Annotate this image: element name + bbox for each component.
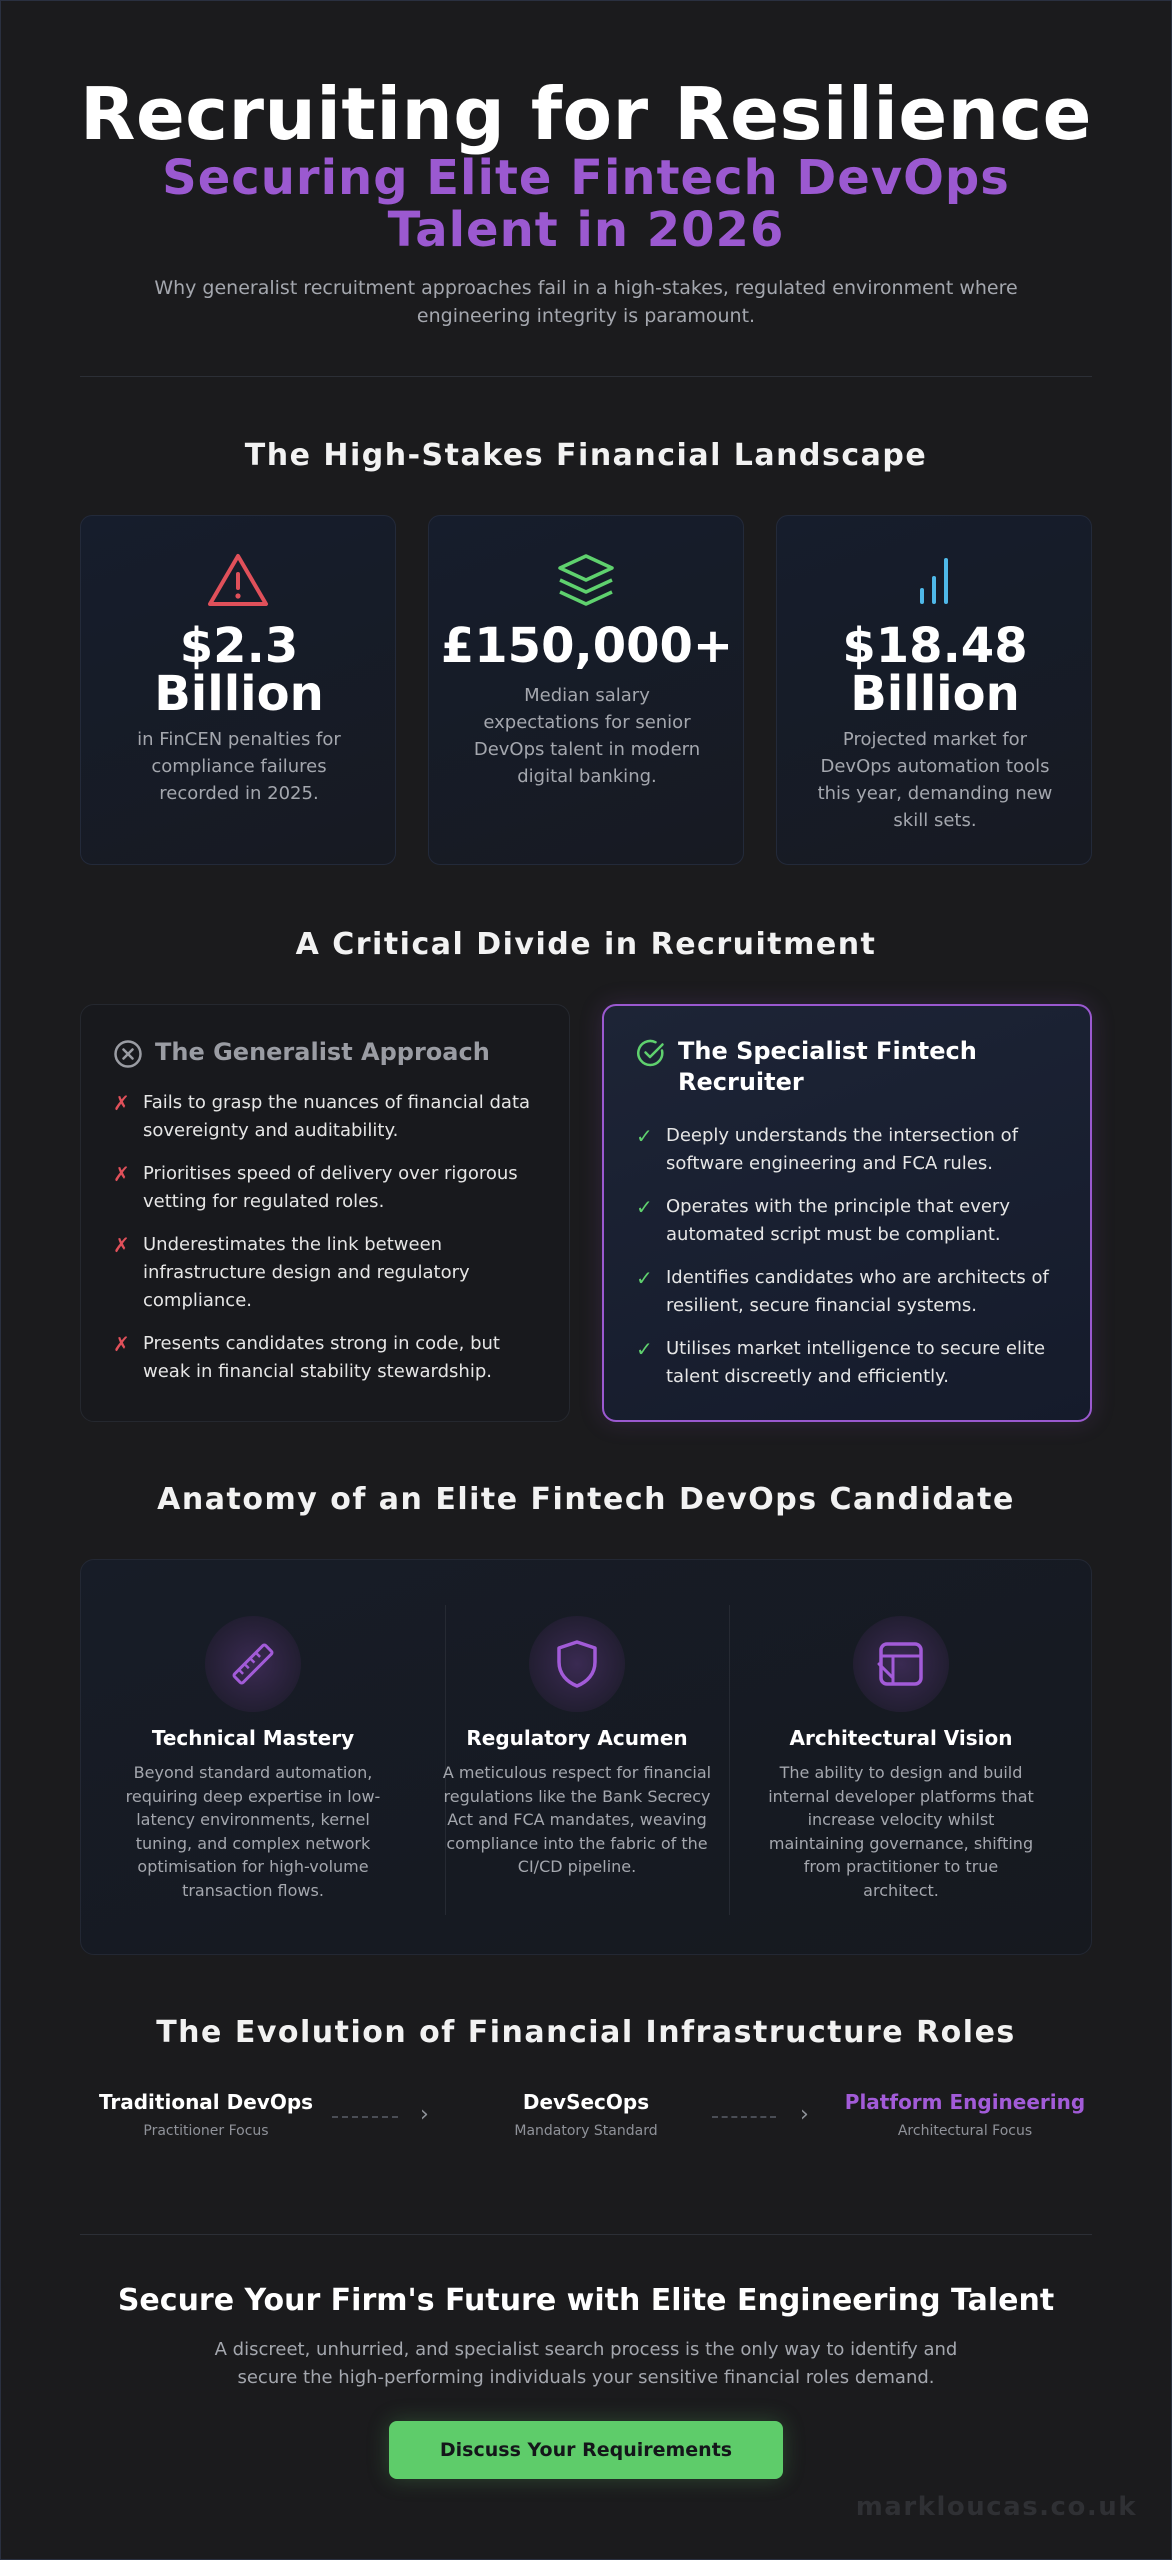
list-item-text: Presents candidates strong in code, but weak in financial stability stewardship. [143,1333,500,1382]
list-item [636,1264,1062,1320]
stat-description: Median salary expectations for senior DevOps talent in modern digital banking. [473,685,701,787]
check-mark-icon: ✓ [636,1266,653,1290]
list-item [113,1330,541,1386]
check-mark-icon: ✓ [636,1195,653,1219]
list-item [636,1335,1062,1391]
specialist-card-title: The Specialist Fintech Recruiter [678,1037,977,1096]
x-mark-icon: ✗ [113,1233,130,1257]
x-mark-icon: ✗ [113,1332,130,1356]
x-mark-icon: ✗ [113,1091,130,1115]
stat-description: in FinCEN penalties for compliance failures recorded in 2025. [137,729,341,804]
list-item [113,1160,541,1216]
check-circle-icon [636,1038,666,1068]
stat-card-penalties [80,515,396,865]
layout-draft-icon [853,1616,949,1712]
generalist-card-header [113,1037,549,1069]
cta-title: Secure Your Firm's Future with Elite Engineering Talent [117,2283,1055,2318]
evolution-section-title: The Evolution of Financial Infrastructure Roles [156,2015,1016,2050]
evolution-step-name: Traditional DevOps [98,2090,314,2114]
specialist-list [636,1122,1062,1406]
list-item-text: Identifies candidates who are architects of resilient, secure financial systems. [666,1267,1049,1316]
evolution-step-focus: Mandatory Standard [514,2123,658,2139]
anatomy-column-architectural [749,1560,1053,1956]
list-item-text: Operates with the principle that every automated script must be compliant. [666,1196,1010,1245]
list-item [636,1193,1062,1249]
warning-triangle-icon [206,550,270,610]
anatomy-column-title: Architectural Vision [789,1726,1013,1750]
chevron-right-icon: › [420,2102,429,2127]
evolution-step-traditional [76,2090,336,2139]
page-intro: Why generalist recruitment approaches fail in a high-stakes, regulated environment where engineering integrity is paramount. [154,277,1018,327]
anatomy-column-regulatory [425,1560,729,1956]
specialist-card-header [636,1036,1070,1098]
stat-card-salary [428,515,744,865]
list-item-text: Fails to grasp the nuances of financial data sovereignty and auditability. [143,1092,531,1141]
list-item-text: Deeply understands the intersection of software engineering and FCA rules. [666,1125,1019,1174]
divide-section-title: A Critical Divide in Recruitment [295,927,877,962]
evolution-connector [332,2116,398,2118]
x-circle-icon [113,1039,143,1069]
stat-value: £150,000+ [440,618,734,674]
section-divider [80,2234,1092,2235]
generalist-card-title: The Generalist Approach [155,1038,490,1066]
anatomy-column-title: Regulatory Acumen [466,1726,688,1750]
shield-icon [529,1616,625,1712]
evolution-step-platform [834,2090,1096,2139]
anatomy-card [80,1559,1092,1955]
stat-description: Projected market for DevOps automation tools this year, demanding new skill sets. [817,729,1053,831]
evolution-connector [712,2116,776,2118]
stat-value: $18.48 Billion [842,618,1028,722]
page-subtitle: Securing Elite Fintech DevOps Talent in 2026 [162,150,1010,258]
cta-description: A discreet, unhurried, and specialist search process is the only way to identify and secure the high-performing individuals your sensitive financial roles demand. [214,2339,958,2388]
generalist-approach-card [80,1004,570,1422]
check-mark-icon: ✓ [636,1124,653,1148]
evolution-step-name: Platform Engineering [844,2090,1086,2114]
list-item-text: Underestimates the link between infrastructure design and regulatory compliance. [143,1234,470,1311]
chevron-right-icon: › [800,2102,809,2127]
stat-card-market [776,515,1092,865]
layers-icon [554,550,618,610]
list-item [113,1231,541,1315]
list-item [113,1089,541,1145]
stat-value: $2.3 Billion [154,618,324,722]
column-divider [729,1605,730,1915]
list-item-text: Prioritises speed of delivery over rigorous vetting for regulated roles. [143,1163,518,1212]
bar-chart-icon [902,550,966,610]
check-mark-icon: ✓ [636,1337,653,1361]
list-item-text: Utilises market intelligence to secure elite talent discreetly and efficiently. [666,1338,1046,1387]
anatomy-column-description: Beyond standard automation, requiring deep expertise in low-latency environments, kernel tuning, and complex network optimisation for high-volume transaction flows. [125,1763,381,1900]
page-title: Recruiting for Resilience [80,72,1092,156]
x-mark-icon: ✗ [113,1162,130,1186]
anatomy-column-description: A meticulous respect for financial regulations like the Bank Secrecy Act and FCA mandates, weaving compliance into the fabric of the CI/CD pipeline. [442,1763,712,1876]
anatomy-column-description: The ability to design and build internal developer platforms that increase velocity whilst maintaining governance, shifting from practitioner to true architect. [768,1763,1034,1900]
anatomy-section-title: Anatomy of an Elite Fintech DevOps Candidate [157,1482,1015,1517]
evolution-step-focus: Practitioner Focus [143,2123,269,2139]
pencil-ruler-icon [205,1616,301,1712]
list-item [636,1122,1062,1178]
landscape-section-title: The High-Stakes Financial Landscape [244,438,928,473]
evolution-step-name: DevSecOps [522,2090,650,2114]
evolution-step-devsecops [456,2090,716,2139]
discuss-requirements-button[interactable]: Discuss Your Requirements [389,2421,783,2479]
evolution-step-focus: Architectural Focus [897,2123,1033,2139]
anatomy-column-technical [101,1560,405,1956]
specialist-recruiter-card [602,1004,1092,1422]
anatomy-column-title: Technical Mastery [151,1726,355,1750]
generalist-list [113,1089,541,1401]
section-divider [80,376,1092,377]
site-watermark: markloucas.co.uk [855,2492,1137,2522]
